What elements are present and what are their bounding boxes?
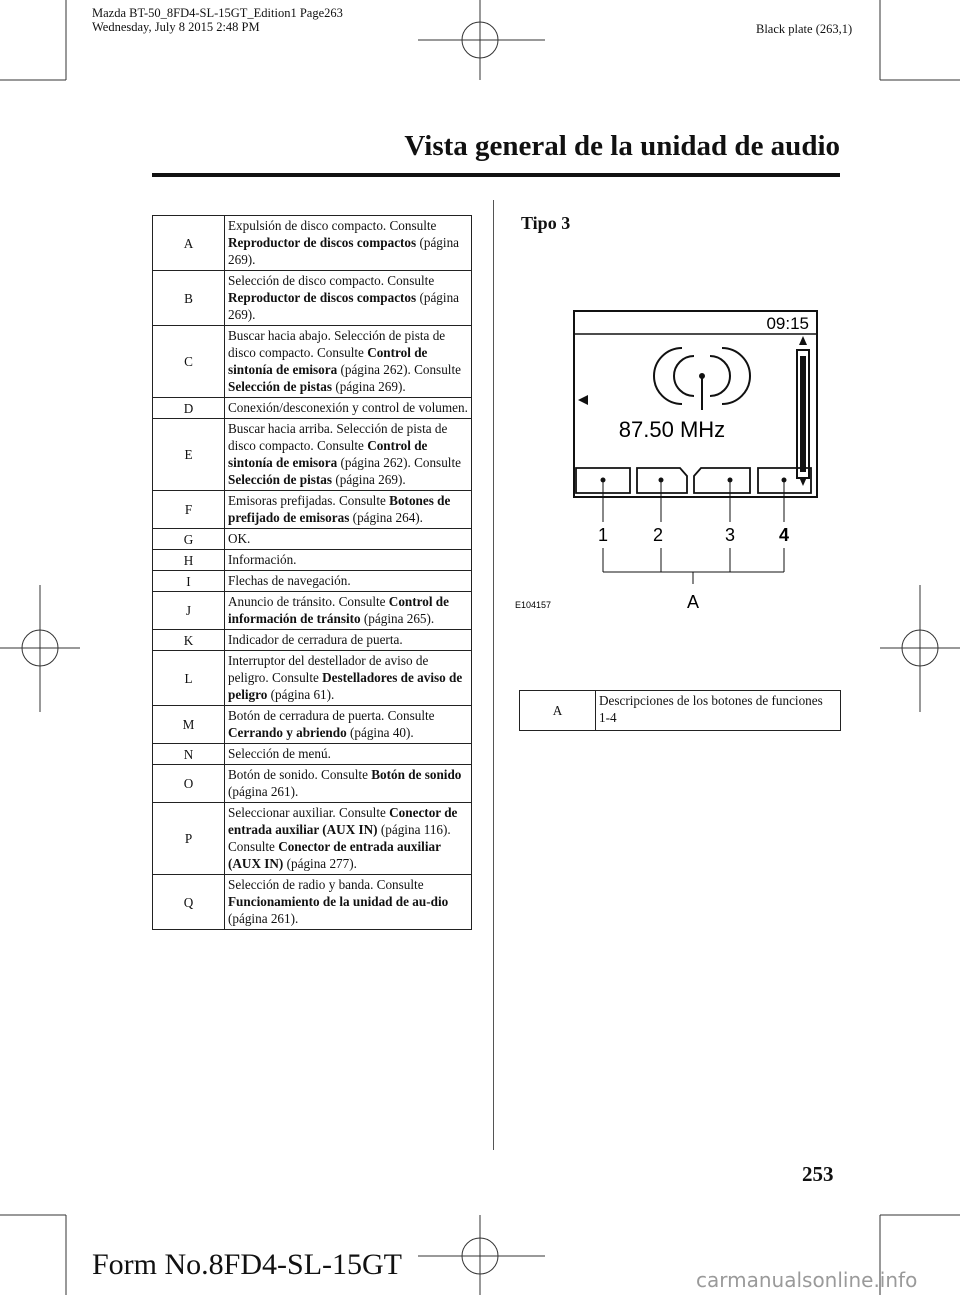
reference-row-key: G <box>153 529 225 550</box>
display-frame <box>574 311 817 497</box>
column-divider <box>493 200 494 1150</box>
reference-row-description <box>225 216 472 271</box>
reference-row <box>153 803 472 875</box>
description-text: Flechas de navegación. <box>228 573 351 588</box>
reference-row-description <box>225 491 472 529</box>
reference-row-key: J <box>153 592 225 630</box>
reference-table <box>152 215 472 930</box>
description-text: (página 269). <box>228 235 460 267</box>
reference-row <box>153 529 472 550</box>
clock-text: 09:15 <box>766 314 809 333</box>
cross-reference: Cerrando y abriendo <box>228 725 347 740</box>
button-number-4: 4 <box>778 525 790 545</box>
button-number-3: 3 <box>724 525 736 545</box>
description-text: (página 269). <box>332 379 406 394</box>
reference-row-key: K <box>153 630 225 651</box>
description-text: (página 262). Consulte <box>337 362 461 377</box>
left-arrow-icon <box>578 395 588 405</box>
watermark: carmanualsonline.info <box>696 1268 918 1292</box>
reference-row <box>153 271 472 326</box>
cross-reference: Destelladores de aviso de peligro <box>228 670 463 702</box>
description-text: Buscar hacia abajo. Selección de pista de disco compacto. Consulte <box>228 328 446 360</box>
description-text: Conexión/desconexión y control de volumen. <box>228 400 468 415</box>
frequency-text: 87.50 MHz <box>618 417 726 442</box>
cross-reference: Reproductor de discos compactos <box>228 290 417 305</box>
cross-reference: Control de información de tránsito <box>228 594 449 626</box>
description-text: (página 262). Consulte <box>337 455 461 470</box>
print-header-line1: Mazda BT-50_8FD4-SL-15GT_Edition1 Page263 <box>92 6 343 20</box>
radio-antenna-icon <box>654 348 750 410</box>
description-text: (página 264). <box>349 510 423 525</box>
reference-row-description <box>225 271 472 326</box>
section-title: Vista general de la unidad de audio <box>404 130 840 162</box>
reference-row <box>153 419 472 491</box>
reference-row <box>153 630 472 651</box>
reference-row-description <box>225 326 472 398</box>
reference-row-description <box>225 592 472 630</box>
reference-row-description <box>225 419 472 491</box>
reference-row <box>153 651 472 706</box>
print-header <box>92 6 343 34</box>
figure-code: E104157 <box>515 600 552 610</box>
reference-row-key: C <box>153 326 225 398</box>
reference-row <box>153 216 472 271</box>
description-text: (página 269). <box>228 290 460 322</box>
reference-row-key: N <box>153 744 225 765</box>
reference-row-key: P <box>153 803 225 875</box>
description-text: Interruptor del destellador de aviso de peligro. Consulte <box>228 653 429 685</box>
reference-row-description <box>225 744 472 765</box>
reference-row <box>153 398 472 419</box>
reference-row-description <box>225 765 472 803</box>
reference-row-description <box>225 803 472 875</box>
description-text: Botón de cerradura de puerta. Consulte <box>228 708 435 723</box>
cross-reference: Control de sintonía de emisora <box>228 438 428 470</box>
reference-row-key: F <box>153 491 225 529</box>
reference-row-description <box>225 571 472 592</box>
page-number: 253 <box>802 1162 834 1186</box>
reference-row-key: D <box>153 398 225 419</box>
description-text: (página 269). <box>332 472 406 487</box>
button-number-2: 2 <box>652 525 664 545</box>
reference-row-description <box>225 706 472 744</box>
reference-row-description <box>225 529 472 550</box>
function-button-3-shape <box>694 468 750 493</box>
reference-row <box>153 706 472 744</box>
cross-reference: Botones de prefijado de emisoras <box>228 493 451 525</box>
button-number-1: 1 <box>597 525 609 545</box>
description-text: Emisoras prefijadas. Consulte <box>228 493 390 508</box>
cross-reference: Funcionamiento de la unidad de au-dio <box>228 894 449 909</box>
description-text: Botón de sonido. Consulte <box>228 767 372 782</box>
cross-reference: Selección de pistas <box>228 472 333 487</box>
title-rule <box>152 173 840 177</box>
description-text: Seleccionar auxiliar. Consulte <box>228 805 390 820</box>
description-text: (página 277). <box>283 856 357 871</box>
description-text: (página 61). <box>267 687 335 702</box>
function-description-table <box>519 690 841 731</box>
description-text: Indicador de cerradura de puerta. <box>228 632 403 647</box>
description-text: OK. <box>228 531 251 546</box>
up-arrow-icon <box>799 336 807 345</box>
cross-reference: Control de sintonía de emisora <box>228 345 428 377</box>
reference-row-description <box>225 875 472 930</box>
description-text: (página 265). <box>360 611 435 626</box>
function-row <box>520 691 841 731</box>
description-text: Buscar hacia arriba. Selección de pista de disco compacto. Consulte <box>228 421 448 453</box>
reference-row-key: Q <box>153 875 225 930</box>
group-label-a: A <box>686 592 700 612</box>
plate-label: Black plate (263,1) <box>756 22 853 36</box>
reference-row-description <box>225 398 472 419</box>
cross-reference: Reproductor de discos compactos <box>228 235 417 250</box>
function-row-description <box>596 691 841 731</box>
reference-row <box>153 592 472 630</box>
reference-row-key: O <box>153 765 225 803</box>
tipo-heading: Tipo 3 <box>521 213 571 233</box>
reference-row-description <box>225 630 472 651</box>
description-text: Anuncio de tránsito. Consulte <box>228 594 389 609</box>
reference-row-key: A <box>153 216 225 271</box>
description-text: (página 40). <box>346 725 414 740</box>
description-text: (página 261). <box>228 784 299 799</box>
cross-reference: Botón de sonido <box>371 767 462 782</box>
audio-display-figure <box>510 300 830 620</box>
description-text: (página 261). <box>228 911 299 926</box>
reference-row-key: L <box>153 651 225 706</box>
form-number: Form No.8FD4-SL-15GT <box>92 1248 403 1281</box>
cross-reference: Selección de pistas <box>228 379 333 394</box>
description-text: Selección de radio y banda. Consulte <box>228 877 424 892</box>
reference-row-description <box>225 550 472 571</box>
description-text: Expulsión de disco compacto. Consulte <box>228 218 437 233</box>
down-arrow-icon <box>799 477 807 486</box>
cross-reference: Conector de entrada auxiliar (AUX IN) <box>228 839 441 871</box>
reference-row-key: M <box>153 706 225 744</box>
reference-row <box>153 550 472 571</box>
function-row-key: A <box>520 691 596 731</box>
volume-bar-fill <box>800 356 806 472</box>
description-text: Selección de disco compacto. Consulte <box>228 273 435 288</box>
description-text: Información. <box>228 552 297 567</box>
reference-row-key: B <box>153 271 225 326</box>
reference-row-description <box>225 651 472 706</box>
reference-row <box>153 744 472 765</box>
reference-row <box>153 875 472 930</box>
description-text: Descripciones de los botones de funciones 1-4 <box>599 693 823 725</box>
description-text: (página 116). Consulte <box>228 822 451 854</box>
reference-row <box>153 491 472 529</box>
reference-row <box>153 765 472 803</box>
reference-row-key: H <box>153 550 225 571</box>
reference-row-key: I <box>153 571 225 592</box>
reference-row <box>153 571 472 592</box>
print-header-line2: Wednesday, July 8 2015 2:48 PM <box>92 20 260 34</box>
reference-row <box>153 326 472 398</box>
reference-row-key: E <box>153 419 225 491</box>
description-text: Selección de menú. <box>228 746 331 761</box>
cross-reference: Conector de entrada auxiliar (AUX IN) <box>228 805 458 837</box>
